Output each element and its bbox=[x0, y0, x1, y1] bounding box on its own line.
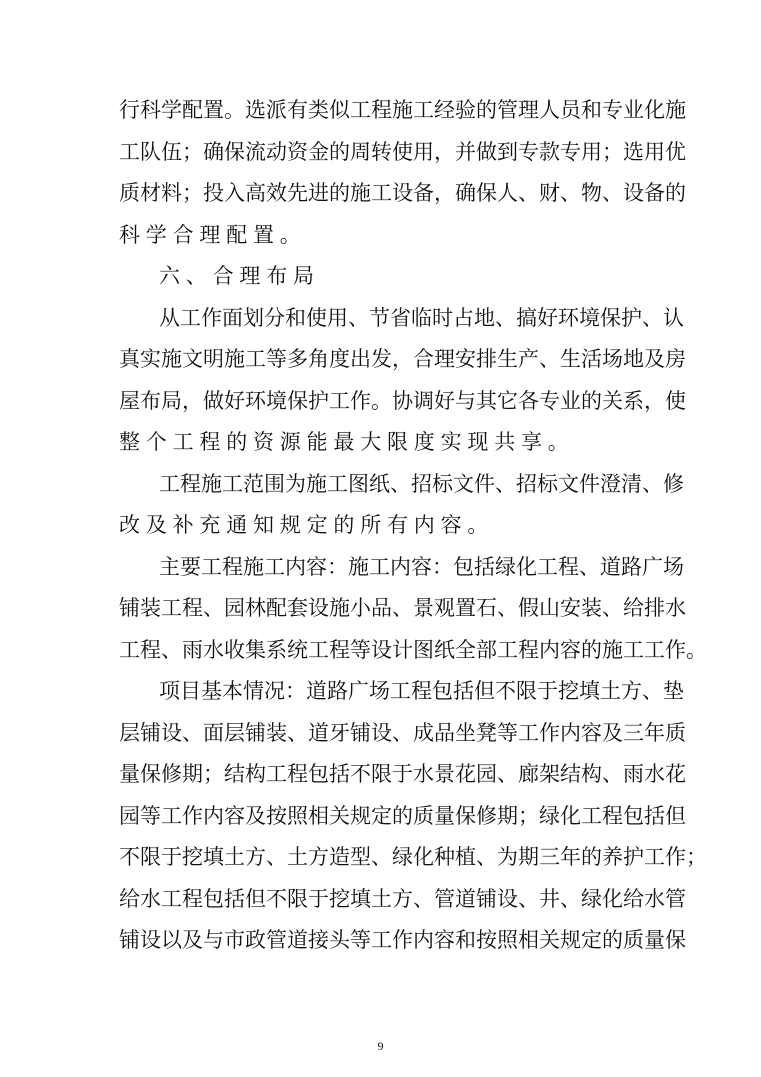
text-line: 给水工程包括但不限于挖填土方、管道铺设、井、绿化给水管 bbox=[119, 886, 686, 911]
text-line: 工队伍；确保流动资金的周转使用，并做到专款专用；选用优 bbox=[119, 139, 686, 164]
text-line: 不限于挖填土方、土方造型、绿化种植、为期三年的养护工作； bbox=[119, 845, 707, 869]
text-line: 层铺设、面层铺装、道牙铺设、成品坐凳等工作内容及三年质 bbox=[119, 720, 686, 745]
text-line: 改及补充通知规定的所有内容。 bbox=[119, 513, 495, 537]
text-line: 屋布局，做好环境保护工作。协调好与其它各专业的关系，使 bbox=[119, 388, 686, 413]
text-line: 科学合理配置。 bbox=[119, 222, 307, 247]
text-line: 真实施文明施工等多角度出发，合理安排生产、生活场地及房 bbox=[119, 347, 686, 371]
text-line: 量保修期；结构工程包括不限于水景花园、廊架结构、雨水花 bbox=[119, 762, 686, 786]
text-line: 铺装工程、园林配套设施小品、景观置石、假山安装、给排水 bbox=[119, 596, 686, 620]
text-line: 整个工程的资源能最大限度实现共享。 bbox=[119, 430, 575, 454]
text-line: 行科学配置。选派有类似工程施工经验的管理人员和专业化施 bbox=[119, 98, 686, 122]
text-line: 工程、雨水收集系统工程等设计图纸全部工程内容的施工工作。 bbox=[119, 637, 707, 662]
section-heading: 六、合理布局 bbox=[159, 264, 320, 288]
text-line: 从工作面划分和使用、节省临时占地、搞好环境保护、认 bbox=[159, 305, 684, 330]
text-line: 主要工程施工内容：施工内容：包括绿化工程、道路广场 bbox=[159, 554, 684, 579]
text-line: 铺设以及与市政管道接头等工作内容和按照相关规定的质量保 bbox=[119, 928, 686, 952]
text-line: 质材料；投入高效先进的施工设备，确保人、财、物、设备的 bbox=[119, 181, 686, 205]
page-number: 9 bbox=[377, 1039, 384, 1053]
text-line: 园等工作内容及按照相关规定的质量保修期；绿化工程包括但 bbox=[119, 803, 686, 828]
text-line: 项目基本情况：道路广场工程包括但不限于挖填土方、垫 bbox=[159, 679, 684, 703]
text-line: 工程施工范围为施工图纸、招标文件、招标文件澄清、修 bbox=[159, 471, 684, 496]
